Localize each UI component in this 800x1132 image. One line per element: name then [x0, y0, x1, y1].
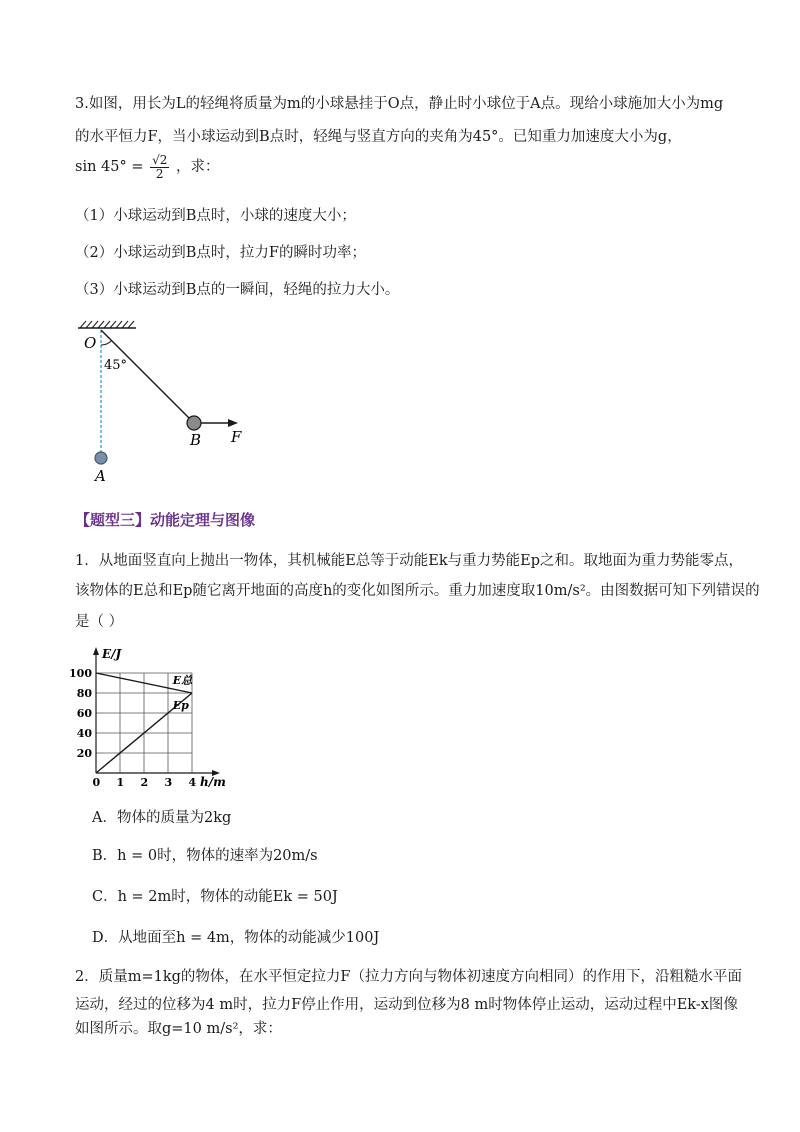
sin-numerator: √2	[152, 152, 168, 167]
problem2-line1: 2．质量m=1kg的物体，在水平恒定拉力F（拉力方向与物体初速度方向相同）的作用下，沿粗糙水平面	[75, 969, 742, 985]
sin-tail: ，求：	[176, 159, 220, 175]
problem2-line3: 如图所示。取g=10 m/s²，求：	[75, 1021, 282, 1037]
chart-y-label: E/J	[102, 647, 122, 661]
ball-a	[95, 452, 107, 464]
chart-x-label: h/m	[200, 775, 226, 789]
pendulum-figure	[70, 318, 270, 488]
sin-denominator: 2	[155, 166, 164, 181]
chart-y-tick-label: 20	[76, 747, 92, 760]
option-a: A．物体的质量为2kg	[92, 810, 232, 826]
label-f: F	[231, 428, 242, 446]
chart-x-tick-label: 2	[140, 776, 149, 789]
problem3-line2: 的水平恒力F，当小球运动到B点时，轻绳与竖直方向的夹角为45°。已知重力加速度大小为g，	[75, 129, 682, 145]
option-b: B．h = 0时，物体的速率为20m/s	[92, 848, 318, 864]
chart-y-axis-arrow	[93, 647, 99, 655]
sin-label: sin 45° =	[75, 159, 144, 175]
label-a: A	[95, 467, 106, 485]
problem3-q1: （1）小球运动到B点时，小球的速度大小；	[75, 208, 356, 224]
problem1-line2: 该物体的E总和Ep随它离开地面的高度h的变化如图所示。重力加速度取10m/s²。由图数据可知下列错误的	[75, 583, 760, 599]
chart-series-label: E总	[172, 674, 193, 687]
chart-x-tick-label: 3	[164, 776, 173, 789]
energy-chart	[60, 645, 240, 795]
problem3-sin-formula	[75, 152, 220, 182]
chart-x-tick-label: 4	[188, 776, 197, 789]
force-arrow-head	[228, 419, 238, 427]
chart-y-tick-label: 40	[76, 727, 92, 740]
label-o: O	[84, 334, 97, 352]
problem2-line2: 运动，经过的位移为4 m时，拉力F停止作用，运动到位移为8 m时物体停止运动，运动过程中Ek-x图像	[75, 997, 738, 1013]
problem1-line3: 是（ ）	[75, 614, 124, 630]
problem3-line1: 3.如图，用长为L的轻绳将质量为m的小球悬挂于O点，静止时小球位于A点。现给小球施加大小为mg	[75, 96, 724, 112]
problem3-q2: （2）小球运动到B点时，拉力F的瞬时功率；	[75, 245, 366, 261]
ball-b	[187, 416, 201, 430]
angle-arc	[101, 341, 112, 345]
label-angle: 45°	[104, 358, 128, 373]
chart-x-tick-label: 1	[116, 776, 125, 789]
chart-x-tick-label: 0	[92, 776, 101, 789]
rope-line	[101, 330, 192, 421]
option-c: C．h = 2m时，物体的动能Ek = 50J	[92, 889, 338, 905]
chart-y-tick-label: 60	[76, 707, 92, 720]
problem1-line1: 1．从地面竖直向上抛出一物体，其机械能E总等于动能Ek与重力势能Ep之和。取地面为重力势能零点，	[75, 553, 744, 569]
chart-series-label: Ep	[172, 699, 189, 712]
chart-y-tick-label: 100	[69, 667, 92, 680]
label-b: B	[190, 431, 202, 449]
section-title: 【题型三】动能定理与图像	[75, 511, 256, 529]
problem3-q3: （3）小球运动到B点的一瞬间，轻绳的拉力大小。	[75, 282, 400, 298]
ceiling-hatch	[80, 321, 134, 328]
chart-y-tick-label: 80	[76, 687, 92, 700]
sin-fraction	[150, 154, 169, 181]
option-d: D．从地面至h = 4m，物体的动能减少100J	[92, 930, 380, 946]
